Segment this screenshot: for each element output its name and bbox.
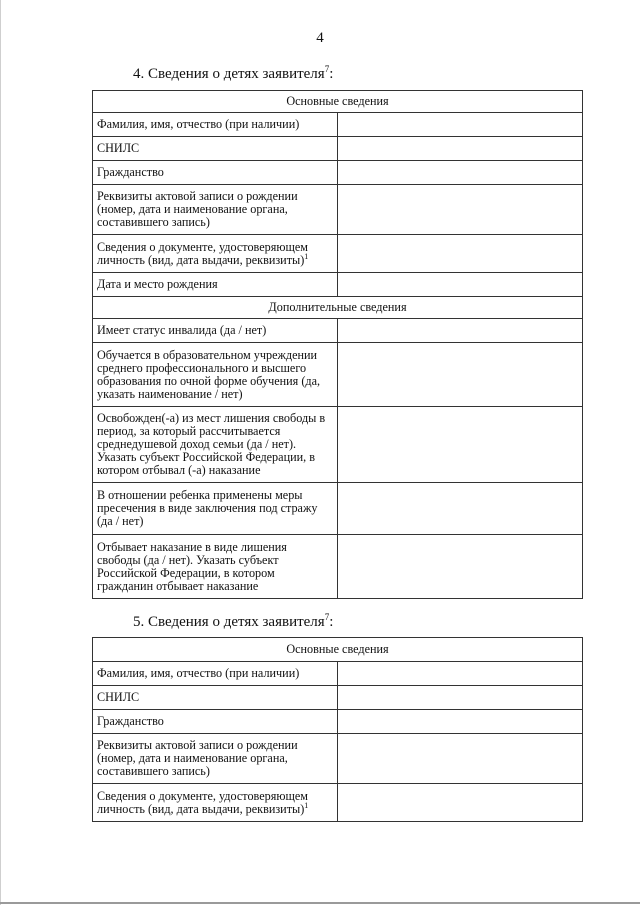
children-info-table-5 [92, 637, 583, 822]
additional-info-header: Дополнительные сведения [93, 297, 583, 319]
birth-record-field[interactable] [338, 185, 583, 235]
footnote-marker: 7 [324, 64, 330, 74]
row-label-identity-document [93, 235, 338, 273]
row-label-citizenship: Гражданство [93, 161, 338, 185]
row-label-education: Обучается в образовательном учреждении среднего профессионального и высшего образования по очной форме обучения (да, указать наименование / нет) [93, 343, 338, 407]
scan-edge-bottom [0, 902, 640, 904]
identity-document-field[interactable] [338, 784, 583, 822]
section-5-title: 5. Сведения о детях заявителя$^7$: [133, 612, 334, 630]
education-field[interactable] [338, 343, 583, 407]
footnote-marker: 7 [324, 612, 330, 622]
birth-date-place-field[interactable] [338, 273, 583, 297]
page-number: 4 [316, 30, 324, 46]
section-4-title-text: 4. Сведения о детях заявителя [133, 66, 325, 82]
identity-document-label-text: Сведения о документе, удостоверяющем личность (вид, дата выдачи, реквизиты) [97, 239, 308, 267]
serving-sentence-field[interactable] [338, 535, 583, 599]
released-from-prison-field[interactable] [338, 407, 583, 483]
row-label-released-from-prison: Освобожден(-а) из мест лишения свободы в период, за который рассчитывается среднедушевой доход семьи (да / нет). Указать субъект Российской Федерации, в котором отбывал (-а) наказание [93, 407, 338, 483]
scan-edge-left [0, 0, 1, 905]
main-info-header: Основные сведения [93, 638, 583, 662]
birth-record-field[interactable] [338, 734, 583, 784]
full-name-field[interactable] [338, 113, 583, 137]
row-label-identity-document [93, 784, 338, 822]
row-label-custody-measures: В отношении ребенка применены меры пресечения в виде заключения под стражу (да / нет) [93, 483, 338, 535]
snils-field[interactable] [338, 686, 583, 710]
footnote-marker: 1 [304, 251, 309, 261]
identity-document-label-text: Сведения о документе, удостоверяющем личность (вид, дата выдачи, реквизиты) [97, 788, 308, 816]
identity-document-field[interactable] [338, 235, 583, 273]
section-4-title: 4. Сведения о детях заявителя$^7$: [133, 64, 334, 82]
row-label-citizenship: Гражданство [93, 710, 338, 734]
snils-field[interactable] [338, 137, 583, 161]
citizenship-field[interactable] [338, 161, 583, 185]
main-info-header: Основные сведения [93, 91, 583, 113]
section-5-title-text: 5. Сведения о детях заявителя [133, 614, 325, 630]
row-label-birth-record: Реквизиты актовой записи о рождении (номер, дата и наименование органа, составившего запись) [93, 734, 338, 784]
custody-measures-field[interactable] [338, 483, 583, 535]
row-label-snils: СНИЛС [93, 137, 338, 161]
row-label-disability-status: Имеет статус инвалида (да / нет) [93, 319, 338, 343]
children-info-table-4 [92, 90, 583, 599]
row-label-birth-record: Реквизиты актовой записи о рождении (номер, дата и наименование органа, составившего запись) [93, 185, 338, 235]
footnote-marker: 1 [304, 800, 309, 810]
row-label-full-name: Фамилия, имя, отчество (при наличии) [93, 113, 338, 137]
full-name-field[interactable] [338, 662, 583, 686]
row-label-serving-sentence: Отбывает наказание в виде лишения свободы (да / нет). Указать субъект Российской Федерации, в котором гражданин отбывает наказание [93, 535, 338, 599]
row-label-full-name: Фамилия, имя, отчество (при наличии) [93, 662, 338, 686]
row-label-snils: СНИЛС [93, 686, 338, 710]
disability-status-field[interactable] [338, 319, 583, 343]
row-label-birth-date-place: Дата и место рождения [93, 273, 338, 297]
citizenship-field[interactable] [338, 710, 583, 734]
